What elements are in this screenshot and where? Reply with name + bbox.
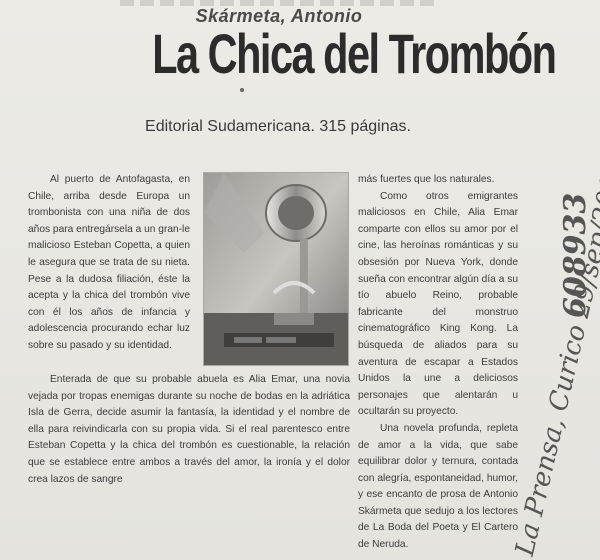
trombone-image-icon [204,173,348,365]
paragraph-1: Al puerto de Antofagasta, en Chile, arriba desde Europa un trombonista con una niña de dos años para entregársela a un gran-le malicioso Esteban Copetta, a quien le asegura que se trata de su nieta. Pese a la dudosa filiación, éste la acepta y la chica del trombón vive con él los años de infancia y adolescencia procurando echar luz sobre su pasado y su identidad. [28,174,190,351]
print-dot [240,88,244,92]
column-1-bottom [28,372,350,488]
paragraph-3: Como otros emigrantes maliciosos en Chile, Alia Emar comparte con ellos su amor por el cine, las heroínas románticas y su obsesión por Nueva York, donde sueña con encontrar algún día a su tío abuelo Reino, probable fabricante del monstruo cinematográfico King Kong. La búsqueda de aliados para su aventura de escapar a Estados Unidos la une a deliciosos personajes que alentarán u ocultarán su proyecto. [358,190,518,418]
article-title: La Chica del Trombón [152,22,556,85]
author-name: Skármeta, Antonio [195,6,363,26]
paragraph-continuation: más fuertes que los naturales. [358,174,495,185]
paragraph-4: Una novela profunda, repleta de amor a la vida, que sabe equilibrar dolor y ternura, contada con alegría, espontaneidad, humor, y ese encanto de prosa de Antonio Skármeta que sedujo a los lectores de La Boda del Poeta y El Cartero de Neruda. [358,422,518,551]
column-2 [358,172,518,554]
paragraph-2: Enterada de que su probable abuela es Alia Emar, una novia vejada por tropas enemigas durante su noche de bodas en la adriática Isla de Gerra, decide asumir la fantasía, la identidad y el nombre de ella para reivindicarla con su propia vida. Si el real parentesco entre Esteban Copetta y la chica del trombón es cuestionable, la relación que se establece entre ambos a través del amor, la ironía y el dolor crea lazos de sangre [28,374,350,485]
handwritten-record-number: 608933 [558,192,593,318]
trombone-photo [203,172,349,366]
column-1-top [28,172,190,355]
publisher-info: Editorial Sudamericana. 315 páginas. [145,118,411,135]
